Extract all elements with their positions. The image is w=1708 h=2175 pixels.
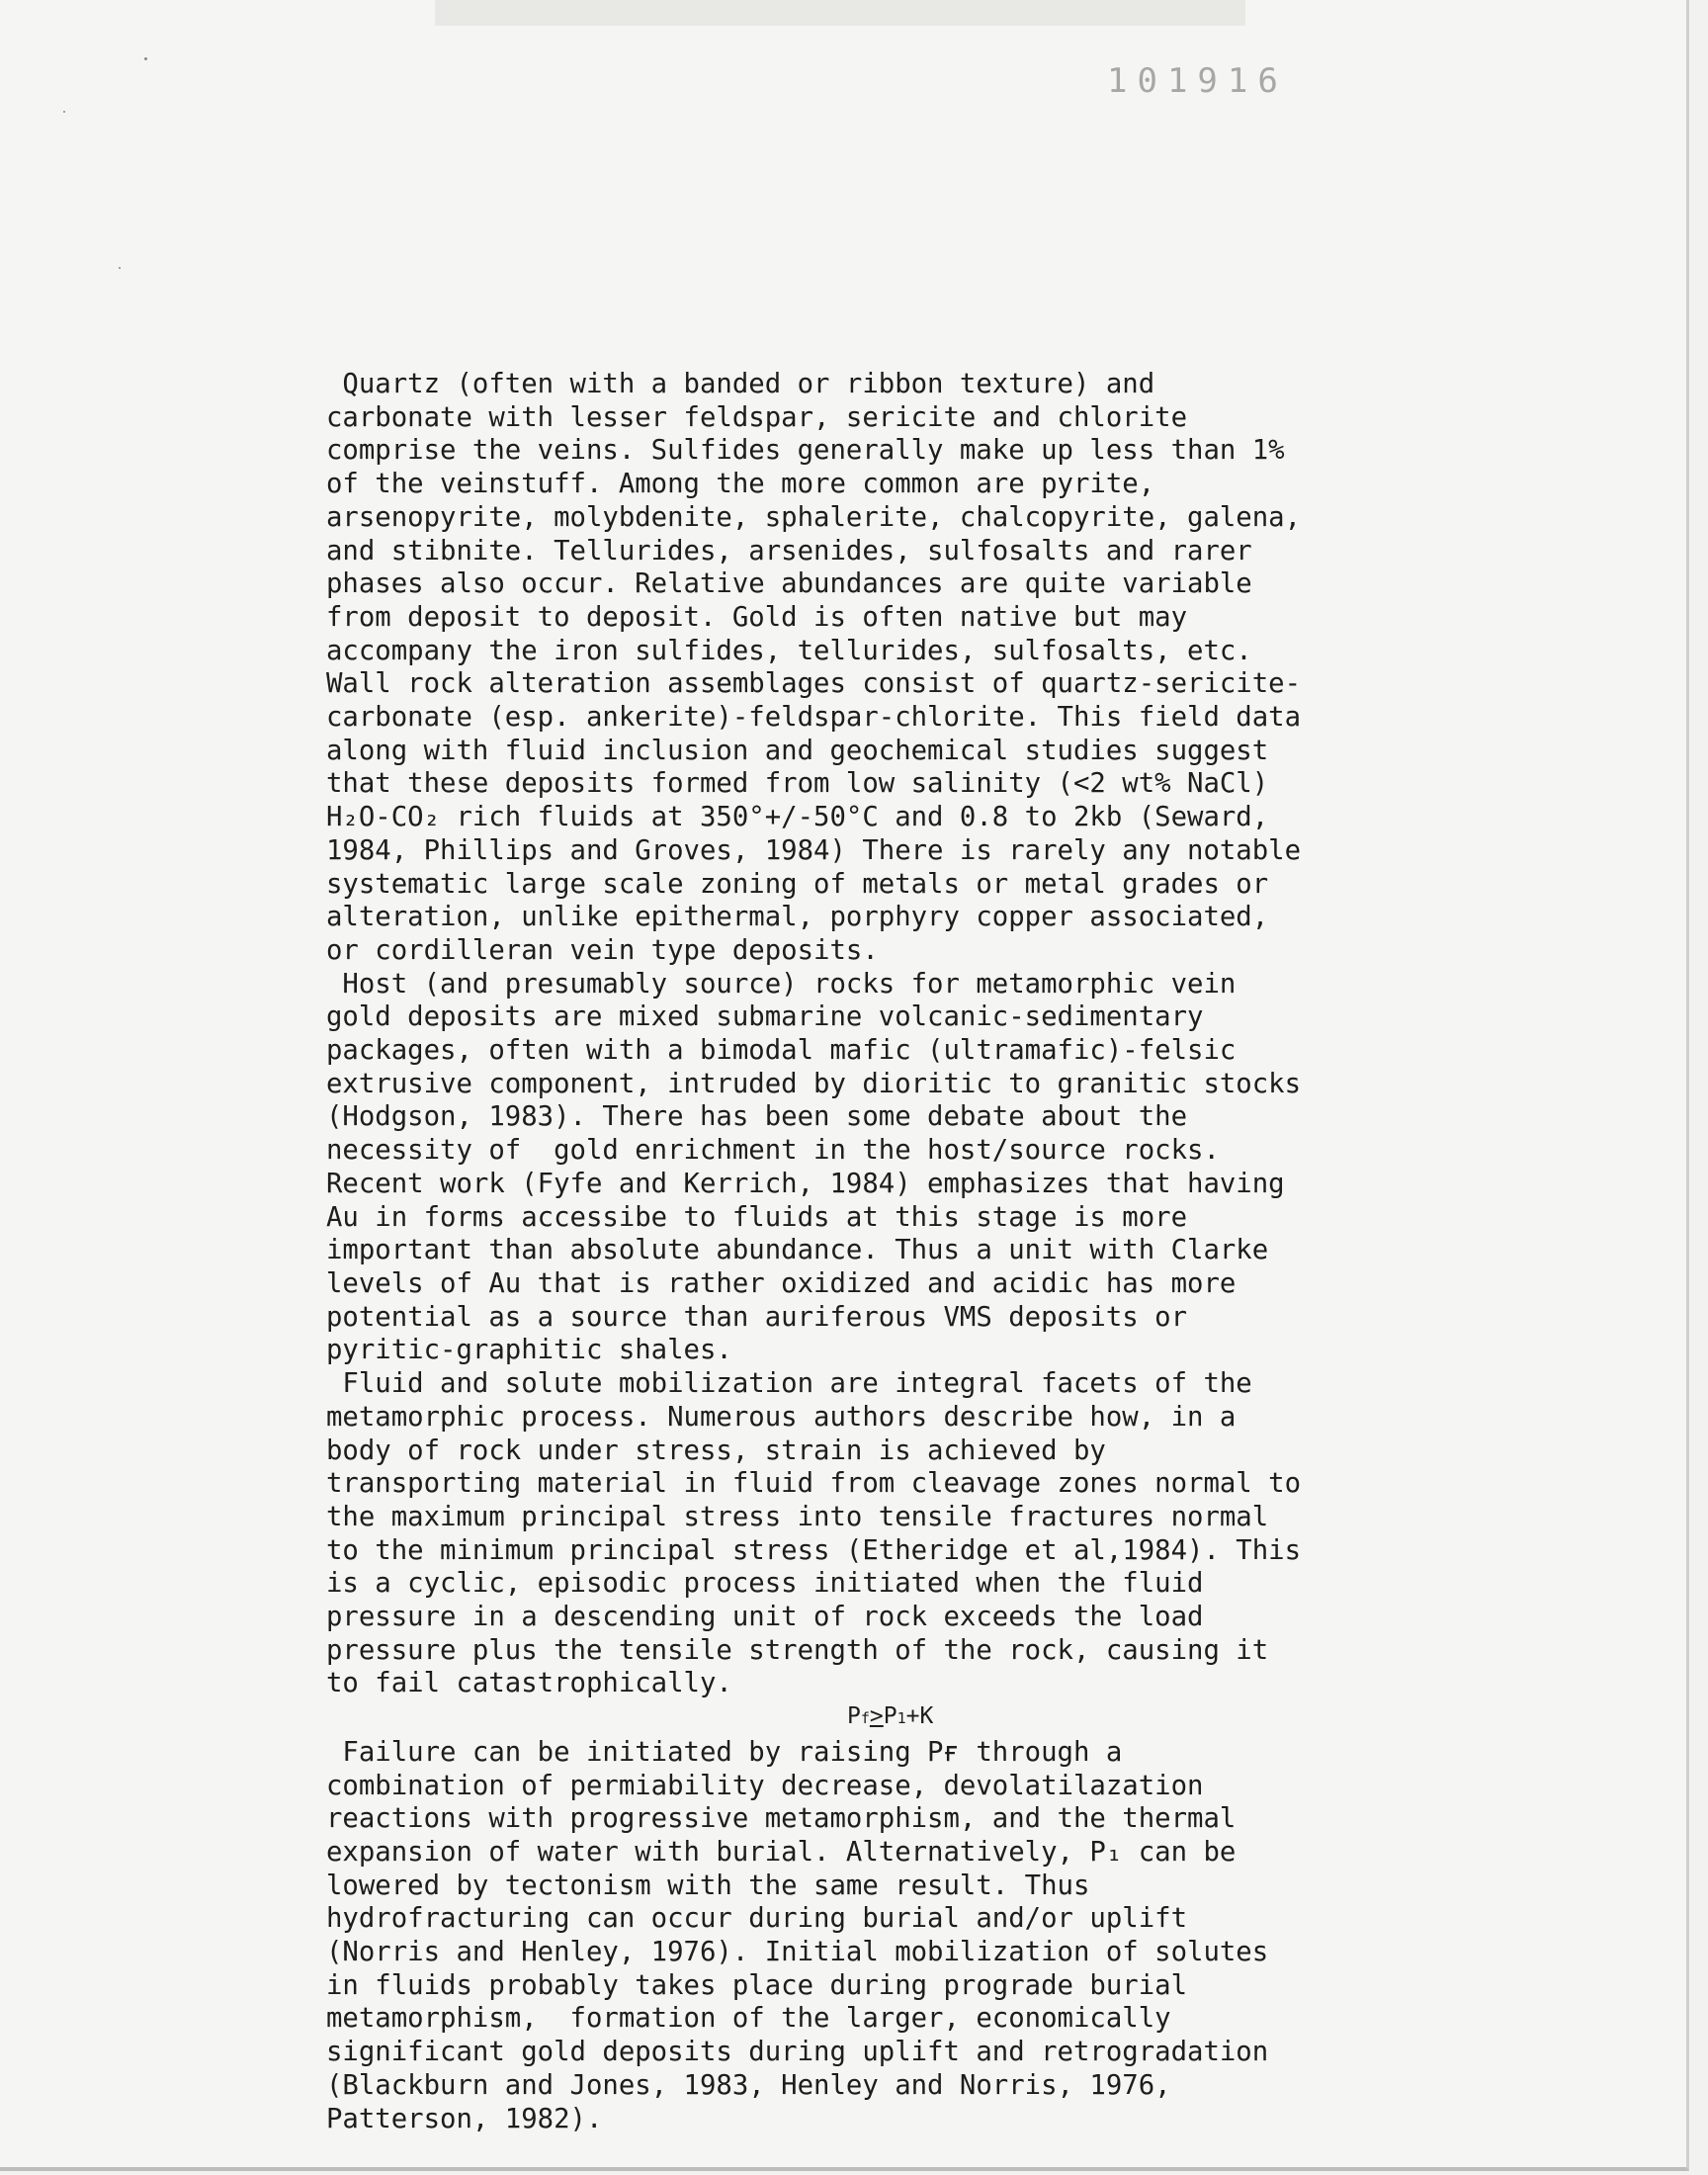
formula-fluid-pressure: P	[847, 1703, 861, 1730]
scan-speck	[144, 57, 147, 60]
text-line: potential as a source than auriferous VMS deposits or	[326, 1301, 1188, 1333]
paragraph-alteration	[326, 368, 1611, 968]
text-line: 1984, Phillips and Groves, 1984) There is rarely any notable	[326, 834, 1302, 866]
text-line: combination of permiability decrease, devolatilazation	[326, 1770, 1204, 1801]
text-line: or cordilleran vein type deposits.	[326, 934, 879, 966]
text-line: H₂O-CO₂ rich fluids at 350°+/-50°C and 0.8 to 2kb (Seward,	[326, 802, 1269, 833]
text-line: to fail catastrophically.	[326, 1668, 732, 1699]
scan-speck	[63, 111, 65, 113]
text-line: hydrofracturing can occur during burial and/or uplift	[326, 1903, 1188, 1935]
text-line: gold deposits are mixed submarine volcanic-sedimentary	[326, 1001, 1204, 1033]
scan-speck	[119, 267, 121, 269]
text-line: arsenopyrite, molybdenite, sphalerite, chalcopyrite, galena,	[326, 501, 1302, 533]
paragraph-fluid-mobilization	[326, 1367, 1611, 1700]
text-line: pyritic-graphitic shales.	[326, 1335, 732, 1366]
text-line: phases also occur. Relative abundances are quite variable	[326, 568, 1252, 600]
text-line: and stibnite. Tellurides, arsenides, sulfosalts and rarer	[326, 535, 1252, 566]
text-line: Failure can be initiated by raising Pғ through a	[326, 1736, 1123, 1768]
text-line: pressure in a descending unit of rock exceeds the load	[326, 1602, 1204, 1633]
text-line: is a cyclic, episodic process initiated when the fluid	[326, 1568, 1204, 1600]
scan-smudge	[435, 0, 1245, 26]
text-line: comprise the veins. Sulfides generally make up less than 1%	[326, 435, 1285, 467]
text-line: from deposit to deposit. Gold is often native but may	[326, 601, 1188, 633]
pressure-formula	[326, 1700, 1611, 1736]
paragraph-host-rocks	[326, 968, 1611, 1367]
text-line: lowered by tectonism with the same result. Thus	[326, 1870, 1090, 1901]
text-line: (Blackburn and Jones, 1983, Henley and Norris, 1976,	[326, 2069, 1171, 2101]
text-line: Au in forms accessibe to fluids at this stage is more	[326, 1201, 1188, 1233]
text-line: levels of Au that is rather oxidized and acidic has more	[326, 1267, 1237, 1299]
text-line: body of rock under stress, strain is achieved by	[326, 1435, 1106, 1466]
formula-load-pressure: P	[883, 1703, 897, 1730]
text-line: systematic large scale zoning of metals or metal grades or	[326, 868, 1269, 900]
text-line: Fluid and solute mobilization are integral facets of the	[326, 1368, 1252, 1400]
formula-subscript-1: 1	[897, 1709, 906, 1728]
formula-gte-sign: >	[869, 1703, 884, 1730]
text-line: Wall rock alteration assemblages consist of quartz-sericite-	[326, 668, 1302, 700]
text-line: (Norris and Henley, 1976). Initial mobilization of solutes	[326, 1937, 1269, 1968]
text-line: necessity of gold enrichment in the host/source rocks.	[326, 1135, 1220, 1167]
text-line: of the veinstuff. Among the more common are pyrite,	[326, 469, 1155, 500]
page-stamp-number: 101916	[1107, 61, 1288, 101]
text-line: Quartz (often with a banded or ribbon texture) and	[326, 369, 1155, 399]
text-line: important than absolute abundance. Thus a unit with Clarke	[326, 1235, 1269, 1266]
text-line: accompany the iron sulfides, tellurides, sulfosalts, etc.	[326, 635, 1252, 666]
text-line: packages, often with a bimodal mafic (ultramafic)-felsic	[326, 1035, 1237, 1067]
document-body	[326, 368, 1611, 2135]
text-line: carbonate with lesser feldspar, sericite and chlorite	[326, 401, 1188, 433]
text-line: Patterson, 1982).	[326, 2103, 603, 2134]
text-line: metamorphism, formation of the larger, economically	[326, 2003, 1171, 2035]
text-line: alteration, unlike epithermal, porphyry copper associated,	[326, 902, 1269, 933]
text-line: expansion of water with burial. Alternatively, P₁ can be	[326, 1836, 1237, 1868]
text-line: that these deposits formed from low salinity (<2 wt% NaCl)	[326, 768, 1269, 800]
formula-subscript-f: f	[860, 1709, 870, 1728]
text-line: metamorphic process. Numerous authors describe how, in a	[326, 1401, 1237, 1433]
text-line: Recent work (Fyfe and Kerrich, 1984) emphasizes that having	[326, 1168, 1285, 1199]
text-line: along with fluid inclusion and geochemical studies suggest	[326, 735, 1269, 766]
text-line: transporting material in fluid from cleavage zones normal to	[326, 1468, 1302, 1500]
text-line: the maximum principal stress into tensile fractures normal	[326, 1501, 1269, 1532]
text-line: Host (and presumably source) rocks for metamorphic vein	[326, 968, 1237, 1000]
paragraph-failure	[326, 1736, 1611, 2135]
text-line: carbonate (esp. ankerite)-feldspar-chlorite. This field data	[326, 702, 1302, 734]
text-line: to the minimum principal stress (Etheridge et al,1984). This	[326, 1534, 1302, 1566]
text-line: pressure plus the tensile strength of the rock, causing it	[326, 1634, 1269, 1666]
text-line: in fluids probably takes place during prograde burial	[326, 1969, 1188, 2001]
text-line: extrusive component, intruded by dioritic to granitic stocks	[326, 1068, 1302, 1099]
formula-plus-k: +K	[905, 1703, 934, 1730]
text-line: (Hodgson, 1983). There has been some debate about the	[326, 1101, 1188, 1133]
text-line: significant gold deposits during uplift and retrogradation	[326, 2037, 1269, 2068]
text-line: reactions with progressive metamorphism, and the thermal	[326, 1803, 1237, 1835]
